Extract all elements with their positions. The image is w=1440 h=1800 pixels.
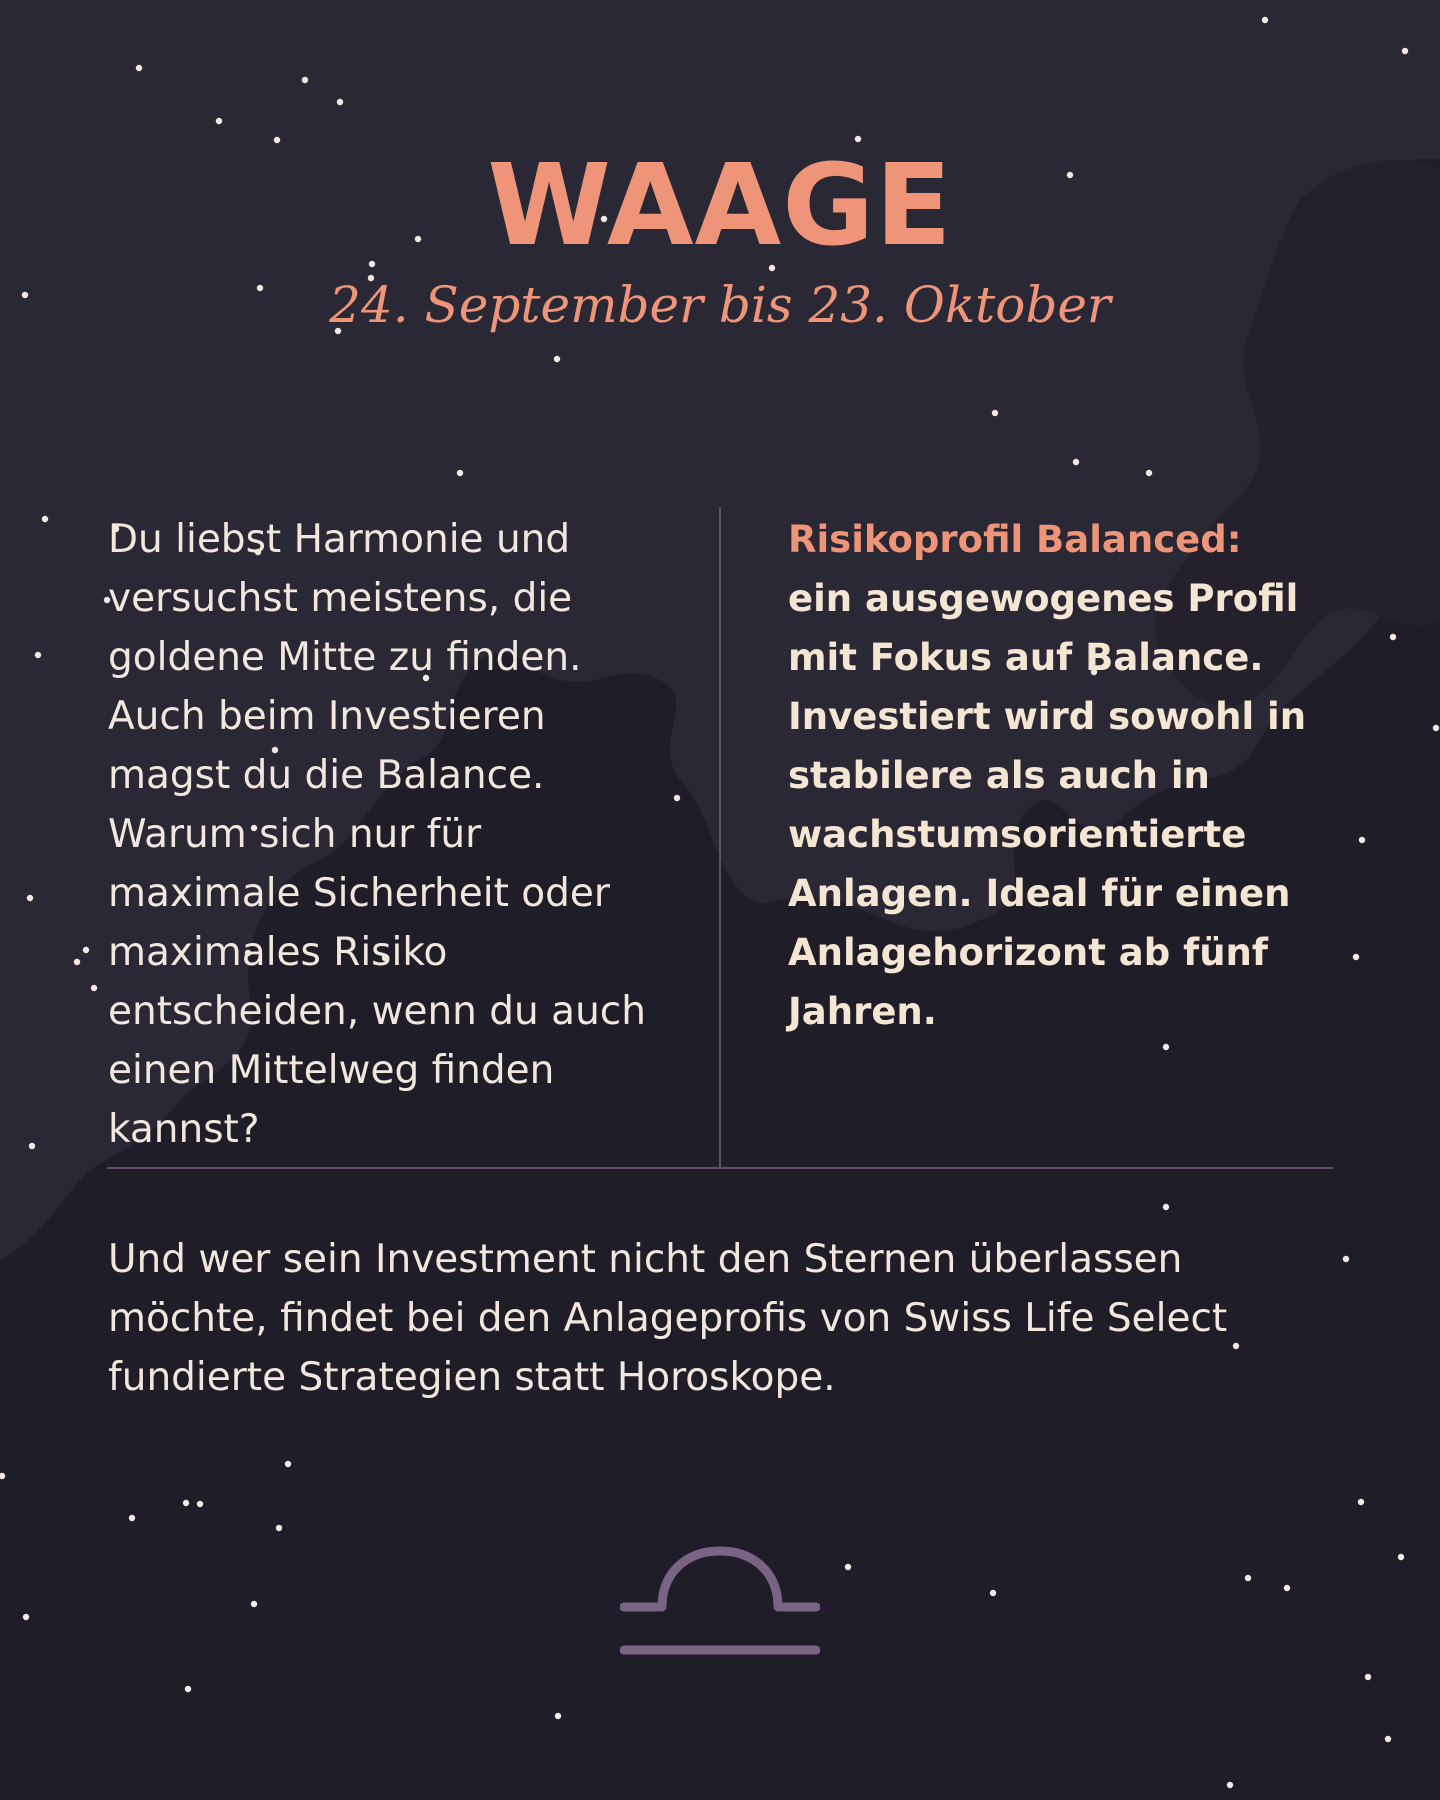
libra-icon	[620, 1545, 820, 1660]
risk-profile-heading: Risikoprofil Balanced:	[788, 518, 1242, 561]
risk-profile-text: ein ausgewogenes Profil mit Fokus auf Balance. Investiert wird sowohl in stabilere als auch in wachstumsorientierte Anlagen. Ideal für einen Anlagehorizont ab fünf Jahren.	[788, 577, 1307, 1033]
horizontal-divider	[107, 1167, 1333, 1169]
sign-title: WAAGE	[487, 141, 953, 271]
vertical-divider	[719, 507, 721, 1167]
sign-dates: 24. September bis 23. Oktober	[329, 276, 1111, 334]
risk-profile	[788, 510, 1348, 1041]
description-text: Du liebst Harmonie und versuchst meistens, die goldene Mitte zu finden. Auch beim Investieren magst du die Balance. Warum sich nur für maximale Sicherheit oder maximales Risiko entscheiden, wenn du auch einen Mittelweg finden kannst?	[108, 517, 646, 1152]
footer-text: Und wer sein Investment nicht den Sternen überlassen möchte, findet bei den Anlageprofis von Swiss Life Select fundierte Strategien statt Horoskope.	[108, 1237, 1228, 1400]
